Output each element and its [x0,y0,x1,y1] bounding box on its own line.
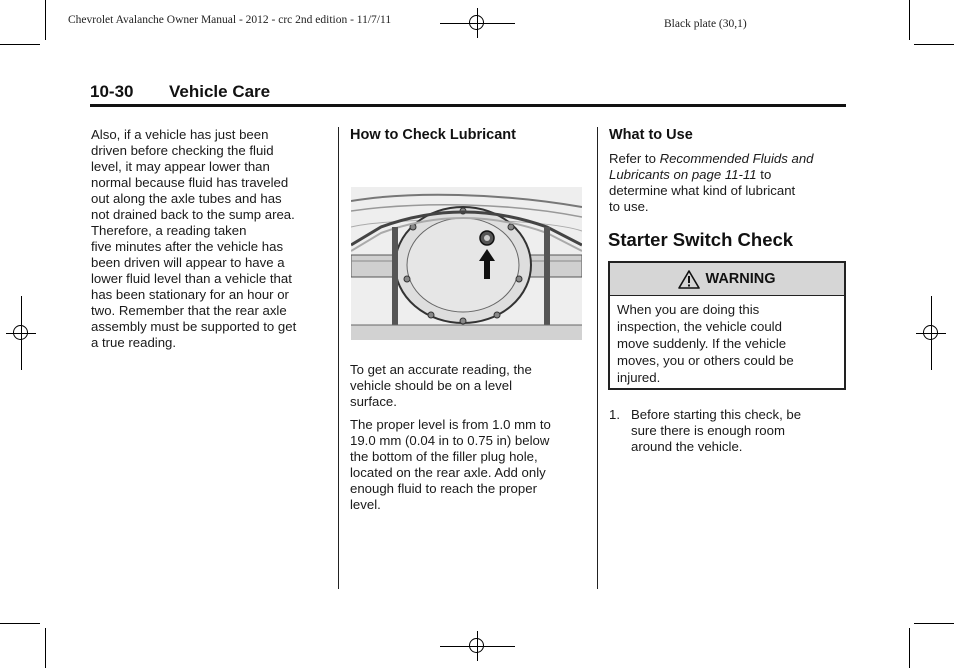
lubricant-paragraph-1 [350,362,590,410]
lubricant-paragraph-2 [350,417,590,513]
text-line: level, it may appear lower than [91,159,270,174]
text-line: the bottom of the filler plug hole, [350,449,538,464]
step-text [631,407,839,455]
text-line: has been stationary for an hour or [91,287,289,302]
cross-reference-link[interactable]: Recommended Fluids and [659,151,814,166]
text-line: determine what kind of lubricant [609,183,796,198]
text-line: located on the rear axle. Add only [350,465,546,480]
crop-mark-br-h [914,623,954,624]
step-number: 1. [609,407,620,422]
text-line: around the vehicle. [631,439,743,454]
text-line: injured. [617,370,661,385]
crop-mark-tr-h [914,44,954,45]
warning-header [610,263,844,296]
starter-switch-check-heading: Starter Switch Check [608,229,794,250]
text-line: enough fluid to reach the proper [350,481,537,496]
text-line [609,167,845,183]
text-line: normal because fluid has traveled [91,175,289,190]
text-line: not drained back to the sump area. [91,207,295,222]
lubricant-heading: How to Check Lubricant [350,127,516,143]
warning-box [608,261,846,390]
text-line: When you are doing this [617,302,760,317]
text-line: lower fluid level than a vehicle that [91,271,292,286]
text-line: been driven will appear to have a [91,255,285,270]
text-line: assembly must be supported to get [91,319,297,334]
refer-suffix: to [756,167,772,182]
column-divider-2 [597,127,598,589]
text-line: 19.0 mm (0.04 in to 0.75 in) below [350,433,550,448]
reg-line-top [440,23,515,24]
text-line [609,151,845,167]
text-line: Therefore, a reading taken [91,223,247,238]
what-to-use-heading: What to Use [609,127,693,143]
reg-line-bottom [440,646,515,647]
text-line: two. Remember that the rear axle [91,303,287,318]
text-line: The proper level is from 1.0 mm to [350,417,551,432]
crop-mark-bl-v [45,628,46,668]
print-header-manual: Chevrolet Avalanche Owner Manual - 2012 - crc 2nd edition - 11/7/11 [68,14,392,26]
crop-mark-bl-h [0,623,40,624]
text-line: level. [350,497,381,512]
reg-line-left [21,296,22,370]
column-1-paragraph [91,127,331,351]
text-line: moves, you or others could be [617,353,794,368]
cross-reference-link[interactable]: Lubricants on page 11-11 [609,167,757,182]
refer-prefix: Refer to [609,151,660,166]
text-line: sure there is enough room [631,423,785,438]
crop-mark-tr-v [909,0,910,40]
warning-body [610,296,844,391]
text-line: To get an accurate reading, the [350,362,532,377]
crop-mark-tl-h [0,44,40,45]
warning-triangle-icon [678,270,700,289]
text-line: out along the axle tubes and has [91,191,282,206]
page-number: 10-30 [90,82,134,101]
section-title: Vehicle Care [169,82,271,101]
print-header-plate: Black plate (30,1) [664,18,747,30]
reg-line-right [931,296,932,370]
text-line: five minutes after the vehicle has [91,239,284,254]
column-divider-1 [338,127,339,589]
page-header [90,82,846,107]
axle-diagram [351,187,582,340]
text-line: a true reading. [91,335,177,350]
what-to-use-paragraph [609,151,845,215]
text-line: Before starting this check, be [631,407,802,422]
crop-mark-br-v [909,628,910,668]
text-line: inspection, the vehicle could [617,319,782,334]
text-line: to use. [609,199,649,214]
text-line: surface. [350,394,397,409]
text-line: Also, if a vehicle has just been [91,127,269,142]
text-line: vehicle should be on a level [350,378,513,393]
text-line: move suddenly. If the vehicle [617,336,787,351]
crop-mark-tl-v [45,0,46,40]
text-line: driven before checking the fluid [91,143,274,158]
warning-label: WARNING [705,271,776,287]
